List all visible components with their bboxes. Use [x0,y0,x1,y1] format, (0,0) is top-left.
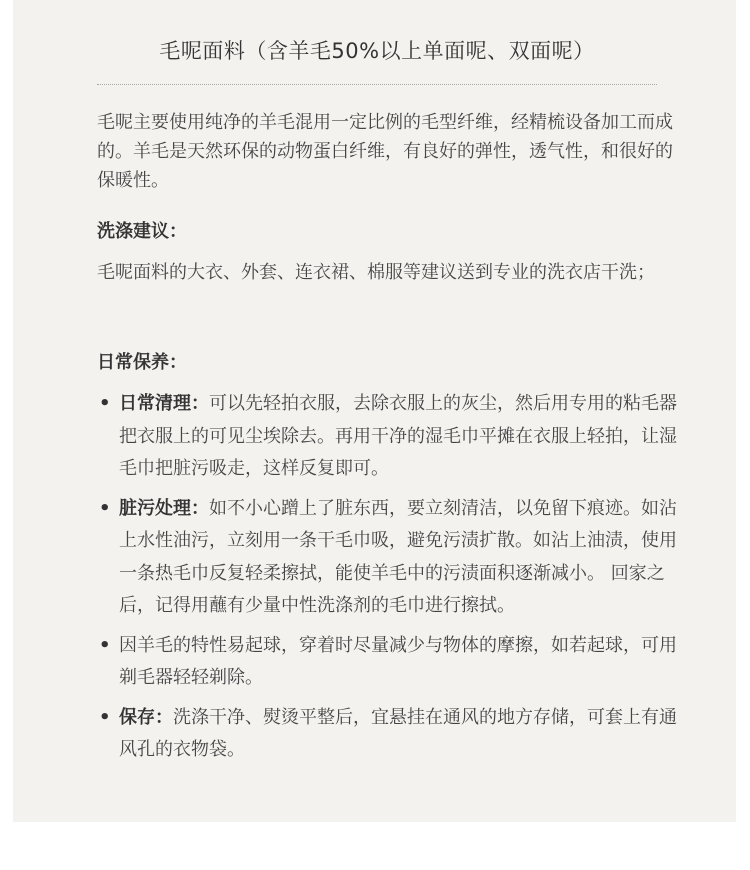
bullet-icon: • [99,497,111,519]
care-item-storage [97,702,677,767]
care-instructions-card [13,0,736,822]
washing-text: 毛呢面料的大衣、外套、连衣裙、棉服等建议送到专业的洗衣店干洗； [97,262,655,283]
care-item-label: 脏污处理： [119,497,209,519]
washing-heading: 洗涤建议： [97,221,187,242]
title-divider [97,84,657,85]
care-item-text: 可以先轻拍衣服，去除衣服上的灰尘，然后用专用的粘毛器把衣服上的可见尘埃除去。再用干净的湿毛巾平摊在衣服上轻拍，让湿毛巾把脏污吸走，这样反复即可。 [119,393,677,479]
care-item-stains [97,493,677,623]
care-item-pilling [97,630,677,695]
bullet-icon: • [99,393,111,414]
page-title: 毛呢面料（含羊毛50%以上单面呢、双面呢） [159,39,595,63]
care-item-label: 保存： [119,706,173,728]
care-heading: 日常保养： [97,352,187,373]
care-item-text: 如不小心蹭上了脏东西，要立刻清洁，以免留下痕迹。如沾上水性油污，立刻用一条干毛巾吸，避免污渍扩散。如沾上油渍，使用一条热毛巾反复轻柔擦拭，能使羊毛中的污渍面积逐渐减小。 回家之后，记得用蘸有少量中性洗涤剂的毛巾进行擦拭。 [119,497,677,616]
care-item-text: 因羊毛的特性易起球，穿着时尽量减少与物体的摩擦，如若起球，可用剃毛器轻轻剃除。 [119,634,677,688]
bullet-icon: • [99,634,111,656]
fabric-intro: 毛呢主要使用纯净的羊毛混用一定比例的毛型纤维，经精梳设备加工而成的。羊毛是天然环保的动物蛋白纤维，有良好的弹性，透气性，和很好的保暖性。 [97,112,673,191]
bullet-icon: • [99,706,111,728]
care-item-cleaning [97,388,677,486]
care-item-text: 洗涤干净、熨烫平整后，宜悬挂在通风的地方存储，可套上有通风孔的衣物袋。 [119,706,677,760]
care-item-label: 日常清理： [119,393,209,414]
care-list [97,388,677,774]
